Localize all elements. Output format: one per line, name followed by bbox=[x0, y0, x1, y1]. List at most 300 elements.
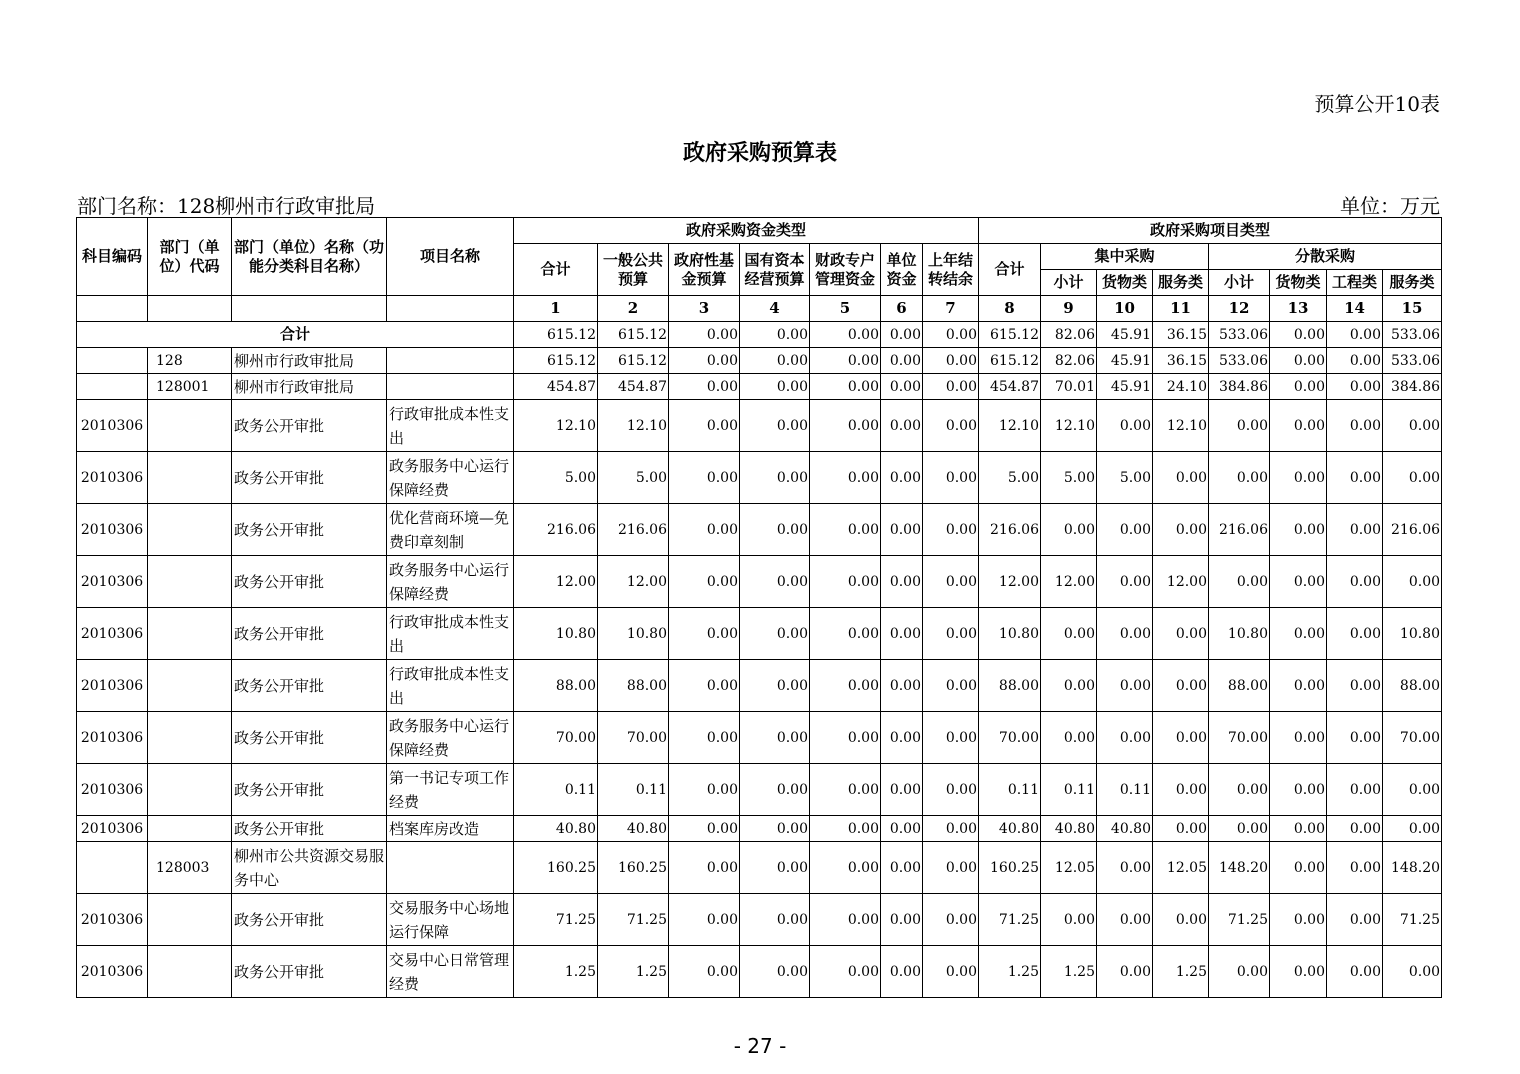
value-cell: 12.05 bbox=[1153, 842, 1209, 894]
value-cell: 0.00 bbox=[1270, 556, 1327, 608]
value-cell: 0.00 bbox=[1209, 816, 1270, 842]
value-cell: 71.25 bbox=[514, 894, 598, 946]
value-cell: 0.00 bbox=[810, 556, 881, 608]
column-index: 12 bbox=[1209, 296, 1270, 322]
subject-code-cell: 2010306 bbox=[77, 608, 148, 660]
value-cell: 0.00 bbox=[881, 894, 923, 946]
table-row bbox=[77, 712, 1442, 764]
value-cell: 71.25 bbox=[598, 894, 669, 946]
value-cell: 71.25 bbox=[979, 894, 1041, 946]
total-cell: 0.00 bbox=[923, 322, 979, 348]
value-cell: 0.00 bbox=[1327, 946, 1383, 998]
value-cell: 454.87 bbox=[598, 374, 669, 400]
value-cell: 0.11 bbox=[598, 764, 669, 816]
table-row bbox=[77, 348, 1442, 374]
value-cell: 0.00 bbox=[881, 842, 923, 894]
department-label: 部门名称：128柳州市行政审批局 bbox=[77, 194, 376, 218]
value-cell: 0.00 bbox=[881, 816, 923, 842]
value-cell: 88.00 bbox=[979, 660, 1041, 712]
dept-name-cell: 政务公开审批 bbox=[232, 660, 387, 712]
value-cell: 0.00 bbox=[1327, 894, 1383, 946]
header-disp-subtotal: 小计 bbox=[1209, 270, 1270, 296]
value-cell: 12.00 bbox=[979, 556, 1041, 608]
value-cell: 0.00 bbox=[1327, 660, 1383, 712]
value-cell: 0.00 bbox=[1270, 842, 1327, 894]
value-cell: 0.00 bbox=[881, 400, 923, 452]
total-cell: 0.00 bbox=[669, 322, 740, 348]
dept-code-cell bbox=[148, 816, 232, 842]
value-cell: 71.25 bbox=[1209, 894, 1270, 946]
value-cell: 70.00 bbox=[598, 712, 669, 764]
value-cell: 88.00 bbox=[514, 660, 598, 712]
value-cell: 10.80 bbox=[979, 608, 1041, 660]
value-cell: 0.00 bbox=[1270, 764, 1327, 816]
value-cell: 0.00 bbox=[1153, 712, 1209, 764]
table-row bbox=[77, 504, 1442, 556]
project-name-cell: 交易服务中心场地运行保障 bbox=[387, 894, 514, 946]
value-cell: 0.00 bbox=[740, 712, 810, 764]
subject-code-cell bbox=[77, 348, 148, 374]
header-project-total: 合计 bbox=[979, 244, 1041, 296]
value-cell: 0.00 bbox=[1327, 608, 1383, 660]
column-index: 10 bbox=[1097, 296, 1153, 322]
value-cell: 10.80 bbox=[1383, 608, 1442, 660]
value-cell: 12.10 bbox=[514, 400, 598, 452]
value-cell: 0.00 bbox=[669, 764, 740, 816]
value-cell: 0.00 bbox=[1041, 712, 1097, 764]
value-cell: 70.01 bbox=[1041, 374, 1097, 400]
procurement-budget-table bbox=[76, 217, 1442, 998]
value-cell: 0.00 bbox=[1383, 452, 1442, 504]
total-row-label: 合计 bbox=[77, 322, 514, 348]
value-cell: 160.25 bbox=[514, 842, 598, 894]
value-cell: 0.00 bbox=[923, 660, 979, 712]
subject-code-cell: 2010306 bbox=[77, 712, 148, 764]
value-cell: 40.80 bbox=[979, 816, 1041, 842]
dept-name-cell: 政务公开审批 bbox=[232, 400, 387, 452]
dept-code-cell bbox=[148, 400, 232, 452]
value-cell: 0.00 bbox=[1383, 764, 1442, 816]
value-cell: 0.00 bbox=[1327, 348, 1383, 374]
value-cell: 10.80 bbox=[1209, 608, 1270, 660]
dept-name-cell: 柳州市公共资源交易服务中心 bbox=[232, 842, 387, 894]
page-title: 政府采购预算表 bbox=[682, 140, 837, 166]
project-name-cell bbox=[387, 374, 514, 400]
value-cell: 0.00 bbox=[1327, 374, 1383, 400]
value-cell: 0.00 bbox=[881, 374, 923, 400]
value-cell: 88.00 bbox=[1383, 660, 1442, 712]
value-cell: 0.00 bbox=[669, 504, 740, 556]
dept-name-cell: 柳州市行政审批局 bbox=[232, 348, 387, 374]
subject-code-cell: 2010306 bbox=[77, 764, 148, 816]
value-cell: 88.00 bbox=[1209, 660, 1270, 712]
value-cell: 0.00 bbox=[740, 374, 810, 400]
value-cell: 10.80 bbox=[514, 608, 598, 660]
value-cell: 70.00 bbox=[979, 712, 1041, 764]
total-cell: 615.12 bbox=[979, 322, 1041, 348]
value-cell: 0.00 bbox=[669, 842, 740, 894]
value-cell: 0.00 bbox=[740, 608, 810, 660]
value-cell: 0.00 bbox=[1327, 712, 1383, 764]
table-row bbox=[77, 556, 1442, 608]
value-cell: 1.25 bbox=[979, 946, 1041, 998]
table-row bbox=[77, 946, 1442, 998]
value-cell: 0.00 bbox=[669, 348, 740, 374]
dept-code-cell bbox=[148, 452, 232, 504]
total-cell: 0.00 bbox=[740, 322, 810, 348]
dept-code-cell: 128 bbox=[148, 348, 232, 374]
value-cell: 0.00 bbox=[1153, 504, 1209, 556]
subject-code-cell bbox=[77, 842, 148, 894]
value-cell: 0.00 bbox=[740, 842, 810, 894]
dept-name-cell: 政务公开审批 bbox=[232, 764, 387, 816]
total-cell: 0.00 bbox=[1270, 322, 1327, 348]
header-cent-subtotal: 小计 bbox=[1041, 270, 1097, 296]
value-cell: 216.06 bbox=[598, 504, 669, 556]
value-cell: 1.25 bbox=[514, 946, 598, 998]
header-project-type: 政府采购项目类型 bbox=[979, 218, 1442, 244]
value-cell: 0.00 bbox=[669, 946, 740, 998]
dept-code-cell bbox=[148, 894, 232, 946]
value-cell: 0.00 bbox=[1270, 660, 1327, 712]
table-row bbox=[77, 452, 1442, 504]
total-cell: 615.12 bbox=[514, 322, 598, 348]
index-blank bbox=[387, 296, 514, 322]
header-disp-services: 服务类 bbox=[1383, 270, 1442, 296]
value-cell: 533.06 bbox=[1383, 348, 1442, 374]
value-cell: 70.00 bbox=[1209, 712, 1270, 764]
value-cell: 1.25 bbox=[598, 946, 669, 998]
header-general-budget: 一般公共预算 bbox=[598, 244, 669, 296]
dept-name-cell: 政务公开审批 bbox=[232, 946, 387, 998]
table-row bbox=[77, 842, 1442, 894]
value-cell: 0.00 bbox=[1041, 660, 1097, 712]
column-index: 5 bbox=[810, 296, 881, 322]
dept-code-cell bbox=[148, 660, 232, 712]
column-index: 8 bbox=[979, 296, 1041, 322]
value-cell: 0.00 bbox=[1270, 504, 1327, 556]
value-cell: 0.00 bbox=[740, 400, 810, 452]
dept-name-cell: 柳州市行政审批局 bbox=[232, 374, 387, 400]
header-dispersed: 分散采购 bbox=[1209, 244, 1442, 270]
value-cell: 12.00 bbox=[598, 556, 669, 608]
value-cell: 0.11 bbox=[1041, 764, 1097, 816]
value-cell: 0.00 bbox=[1041, 894, 1097, 946]
header-special-account-funds: 财政专户管理资金 bbox=[810, 244, 881, 296]
value-cell: 10.80 bbox=[598, 608, 669, 660]
value-cell: 12.10 bbox=[1153, 400, 1209, 452]
value-cell: 0.00 bbox=[923, 556, 979, 608]
project-name-cell: 政务服务中心运行保障经费 bbox=[387, 452, 514, 504]
value-cell: 0.00 bbox=[923, 842, 979, 894]
value-cell: 0.00 bbox=[923, 946, 979, 998]
value-cell: 5.00 bbox=[598, 452, 669, 504]
header-dept-name: 部门（单位）名称（功能分类科目名称） bbox=[232, 218, 387, 296]
value-cell: 454.87 bbox=[514, 374, 598, 400]
column-index: 4 bbox=[740, 296, 810, 322]
value-cell: 216.06 bbox=[514, 504, 598, 556]
value-cell: 12.00 bbox=[514, 556, 598, 608]
value-cell: 0.00 bbox=[740, 504, 810, 556]
value-cell: 0.00 bbox=[923, 400, 979, 452]
value-cell: 0.00 bbox=[740, 764, 810, 816]
value-cell: 0.00 bbox=[1327, 400, 1383, 452]
value-cell: 0.00 bbox=[923, 894, 979, 946]
value-cell: 0.00 bbox=[1270, 400, 1327, 452]
header-dept-code: 部门（单位）代码 bbox=[148, 218, 232, 296]
value-cell: 0.00 bbox=[669, 894, 740, 946]
value-cell: 0.00 bbox=[1097, 660, 1153, 712]
value-cell: 0.00 bbox=[1327, 842, 1383, 894]
dept-code-cell bbox=[148, 608, 232, 660]
value-cell: 0.00 bbox=[881, 504, 923, 556]
value-cell: 0.00 bbox=[669, 712, 740, 764]
total-cell: 533.06 bbox=[1383, 322, 1442, 348]
header-subject-code: 科目编码 bbox=[77, 218, 148, 296]
total-cell: 82.06 bbox=[1041, 322, 1097, 348]
value-cell: 0.00 bbox=[740, 946, 810, 998]
value-cell: 82.06 bbox=[1041, 348, 1097, 374]
value-cell: 0.00 bbox=[923, 712, 979, 764]
value-cell: 0.00 bbox=[810, 452, 881, 504]
value-cell: 40.80 bbox=[598, 816, 669, 842]
value-cell: 0.00 bbox=[810, 764, 881, 816]
value-cell: 533.06 bbox=[1209, 348, 1270, 374]
subject-code-cell: 2010306 bbox=[77, 452, 148, 504]
value-cell: 0.00 bbox=[1327, 504, 1383, 556]
header-state-capital-budget: 国有资本经营预算 bbox=[740, 244, 810, 296]
value-cell: 70.00 bbox=[514, 712, 598, 764]
column-index: 13 bbox=[1270, 296, 1327, 322]
value-cell: 0.00 bbox=[1153, 764, 1209, 816]
project-name-cell: 第一书记专项工作经费 bbox=[387, 764, 514, 816]
value-cell: 0.00 bbox=[1209, 400, 1270, 452]
value-cell: 0.00 bbox=[923, 452, 979, 504]
value-cell: 0.00 bbox=[1327, 764, 1383, 816]
value-cell: 0.00 bbox=[1327, 816, 1383, 842]
value-cell: 384.86 bbox=[1209, 374, 1270, 400]
value-cell: 0.00 bbox=[810, 400, 881, 452]
value-cell: 0.00 bbox=[669, 400, 740, 452]
header-centralized: 集中采购 bbox=[1041, 244, 1209, 270]
value-cell: 0.00 bbox=[881, 556, 923, 608]
value-cell: 0.00 bbox=[881, 348, 923, 374]
project-name-cell: 政务服务中心运行保障经费 bbox=[387, 712, 514, 764]
subject-code-cell: 2010306 bbox=[77, 400, 148, 452]
value-cell: 0.00 bbox=[810, 842, 881, 894]
value-cell: 216.06 bbox=[979, 504, 1041, 556]
value-cell: 12.00 bbox=[1041, 556, 1097, 608]
value-cell: 0.00 bbox=[810, 894, 881, 946]
header-unit-funds: 单位资金 bbox=[881, 244, 923, 296]
subject-code-cell: 2010306 bbox=[77, 556, 148, 608]
dept-name-cell: 政务公开审批 bbox=[232, 816, 387, 842]
value-cell: 0.11 bbox=[979, 764, 1041, 816]
value-cell: 0.00 bbox=[740, 452, 810, 504]
value-cell: 0.00 bbox=[1153, 452, 1209, 504]
header-gov-fund-budget: 政府性基金预算 bbox=[669, 244, 740, 296]
table-row bbox=[77, 816, 1442, 842]
value-cell: 0.00 bbox=[1097, 556, 1153, 608]
dept-code-cell: 128003 bbox=[148, 842, 232, 894]
header-disp-works: 工程类 bbox=[1327, 270, 1383, 296]
value-cell: 0.00 bbox=[1153, 894, 1209, 946]
unit-label: 单位：万元 bbox=[1340, 194, 1440, 218]
header-cent-goods: 货物类 bbox=[1097, 270, 1153, 296]
value-cell: 0.00 bbox=[810, 504, 881, 556]
total-cell: 0.00 bbox=[810, 322, 881, 348]
table-row bbox=[77, 400, 1442, 452]
value-cell: 0.00 bbox=[810, 608, 881, 660]
column-index: 9 bbox=[1041, 296, 1097, 322]
value-cell: 12.00 bbox=[1153, 556, 1209, 608]
value-cell: 0.00 bbox=[1270, 816, 1327, 842]
value-cell: 0.00 bbox=[1097, 894, 1153, 946]
value-cell: 0.00 bbox=[1097, 946, 1153, 998]
value-cell: 0.00 bbox=[1097, 400, 1153, 452]
total-cell: 533.06 bbox=[1209, 322, 1270, 348]
value-cell: 0.00 bbox=[1270, 348, 1327, 374]
header-fund-total: 合计 bbox=[514, 244, 598, 296]
column-index: 2 bbox=[598, 296, 669, 322]
project-name-cell: 行政审批成本性支出 bbox=[387, 400, 514, 452]
index-blank bbox=[148, 296, 232, 322]
value-cell: 0.00 bbox=[881, 946, 923, 998]
value-cell: 0.00 bbox=[923, 764, 979, 816]
value-cell: 0.00 bbox=[1097, 504, 1153, 556]
value-cell: 0.00 bbox=[1383, 400, 1442, 452]
value-cell: 71.25 bbox=[1383, 894, 1442, 946]
value-cell: 0.00 bbox=[1383, 556, 1442, 608]
total-cell: 615.12 bbox=[598, 322, 669, 348]
value-cell: 0.00 bbox=[1270, 946, 1327, 998]
value-cell: 0.00 bbox=[810, 946, 881, 998]
value-cell: 0.00 bbox=[1270, 452, 1327, 504]
header-index-row bbox=[77, 296, 1442, 322]
dept-name-cell: 政务公开审批 bbox=[232, 556, 387, 608]
column-index: 7 bbox=[923, 296, 979, 322]
header-project-name: 项目名称 bbox=[387, 218, 514, 296]
dept-code-cell: 128001 bbox=[148, 374, 232, 400]
subject-code-cell: 2010306 bbox=[77, 660, 148, 712]
value-cell: 216.06 bbox=[1383, 504, 1442, 556]
value-cell: 0.00 bbox=[1270, 374, 1327, 400]
value-cell: 0.00 bbox=[669, 452, 740, 504]
value-cell: 0.00 bbox=[1097, 712, 1153, 764]
value-cell: 0.00 bbox=[810, 374, 881, 400]
value-cell: 0.00 bbox=[1209, 946, 1270, 998]
column-index: 14 bbox=[1327, 296, 1383, 322]
value-cell: 0.00 bbox=[810, 660, 881, 712]
header-fund-type: 政府采购资金类型 bbox=[514, 218, 979, 244]
value-cell: 0.00 bbox=[669, 816, 740, 842]
subject-code-cell: 2010306 bbox=[77, 504, 148, 556]
total-cell: 0.00 bbox=[881, 322, 923, 348]
value-cell: 5.00 bbox=[979, 452, 1041, 504]
value-cell: 1.25 bbox=[1041, 946, 1097, 998]
value-cell: 615.12 bbox=[598, 348, 669, 374]
value-cell: 12.10 bbox=[979, 400, 1041, 452]
value-cell: 0.00 bbox=[810, 816, 881, 842]
value-cell: 0.00 bbox=[923, 816, 979, 842]
value-cell: 0.11 bbox=[1097, 764, 1153, 816]
value-cell: 0.00 bbox=[1153, 660, 1209, 712]
dept-code-cell bbox=[148, 556, 232, 608]
index-blank bbox=[77, 296, 148, 322]
table-row bbox=[77, 608, 1442, 660]
project-name-cell: 行政审批成本性支出 bbox=[387, 660, 514, 712]
total-cell: 0.00 bbox=[1327, 322, 1383, 348]
value-cell: 5.00 bbox=[514, 452, 598, 504]
value-cell: 0.00 bbox=[881, 660, 923, 712]
value-cell: 0.11 bbox=[514, 764, 598, 816]
total-cell: 45.91 bbox=[1097, 322, 1153, 348]
table-row bbox=[77, 764, 1442, 816]
page-number: - 27 - bbox=[733, 1034, 787, 1058]
subject-code-cell: 2010306 bbox=[77, 816, 148, 842]
dept-name-cell: 政务公开审批 bbox=[232, 894, 387, 946]
value-cell: 40.80 bbox=[514, 816, 598, 842]
dept-code-cell bbox=[148, 946, 232, 998]
value-cell: 615.12 bbox=[514, 348, 598, 374]
table-row bbox=[77, 894, 1442, 946]
project-name-cell: 档案库房改造 bbox=[387, 816, 514, 842]
value-cell: 0.00 bbox=[881, 452, 923, 504]
value-cell: 0.00 bbox=[740, 894, 810, 946]
column-index: 6 bbox=[881, 296, 923, 322]
value-cell: 0.00 bbox=[1153, 608, 1209, 660]
value-cell: 148.20 bbox=[1209, 842, 1270, 894]
value-cell: 0.00 bbox=[881, 712, 923, 764]
value-cell: 0.00 bbox=[1041, 504, 1097, 556]
table-row bbox=[77, 374, 1442, 400]
header-cent-services: 服务类 bbox=[1153, 270, 1209, 296]
index-blank bbox=[232, 296, 387, 322]
value-cell: 0.00 bbox=[810, 348, 881, 374]
value-cell: 88.00 bbox=[598, 660, 669, 712]
value-cell: 0.00 bbox=[1097, 842, 1153, 894]
value-cell: 40.80 bbox=[1097, 816, 1153, 842]
value-cell: 1.25 bbox=[1153, 946, 1209, 998]
subject-code-cell: 2010306 bbox=[77, 946, 148, 998]
value-cell: 0.00 bbox=[740, 556, 810, 608]
column-index: 15 bbox=[1383, 296, 1442, 322]
value-cell: 160.25 bbox=[598, 842, 669, 894]
subject-code-cell: 2010306 bbox=[77, 894, 148, 946]
value-cell: 0.00 bbox=[923, 504, 979, 556]
dept-code-cell bbox=[148, 504, 232, 556]
value-cell: 0.00 bbox=[923, 374, 979, 400]
value-cell: 0.00 bbox=[740, 816, 810, 842]
value-cell: 0.00 bbox=[1209, 764, 1270, 816]
column-index: 3 bbox=[669, 296, 740, 322]
dept-code-cell bbox=[148, 764, 232, 816]
value-cell: 45.91 bbox=[1097, 348, 1153, 374]
value-cell: 12.10 bbox=[1041, 400, 1097, 452]
value-cell: 0.00 bbox=[923, 348, 979, 374]
project-name-cell: 行政审批成本性支出 bbox=[387, 608, 514, 660]
dept-name-cell: 政务公开审批 bbox=[232, 608, 387, 660]
value-cell: 70.00 bbox=[1383, 712, 1442, 764]
value-cell: 45.91 bbox=[1097, 374, 1153, 400]
value-cell: 0.00 bbox=[1209, 452, 1270, 504]
value-cell: 40.80 bbox=[1041, 816, 1097, 842]
value-cell: 0.00 bbox=[669, 608, 740, 660]
column-index: 11 bbox=[1153, 296, 1209, 322]
header-carryover: 上年结转结余 bbox=[923, 244, 979, 296]
project-name-cell: 政务服务中心运行保障经费 bbox=[387, 556, 514, 608]
value-cell: 0.00 bbox=[669, 660, 740, 712]
